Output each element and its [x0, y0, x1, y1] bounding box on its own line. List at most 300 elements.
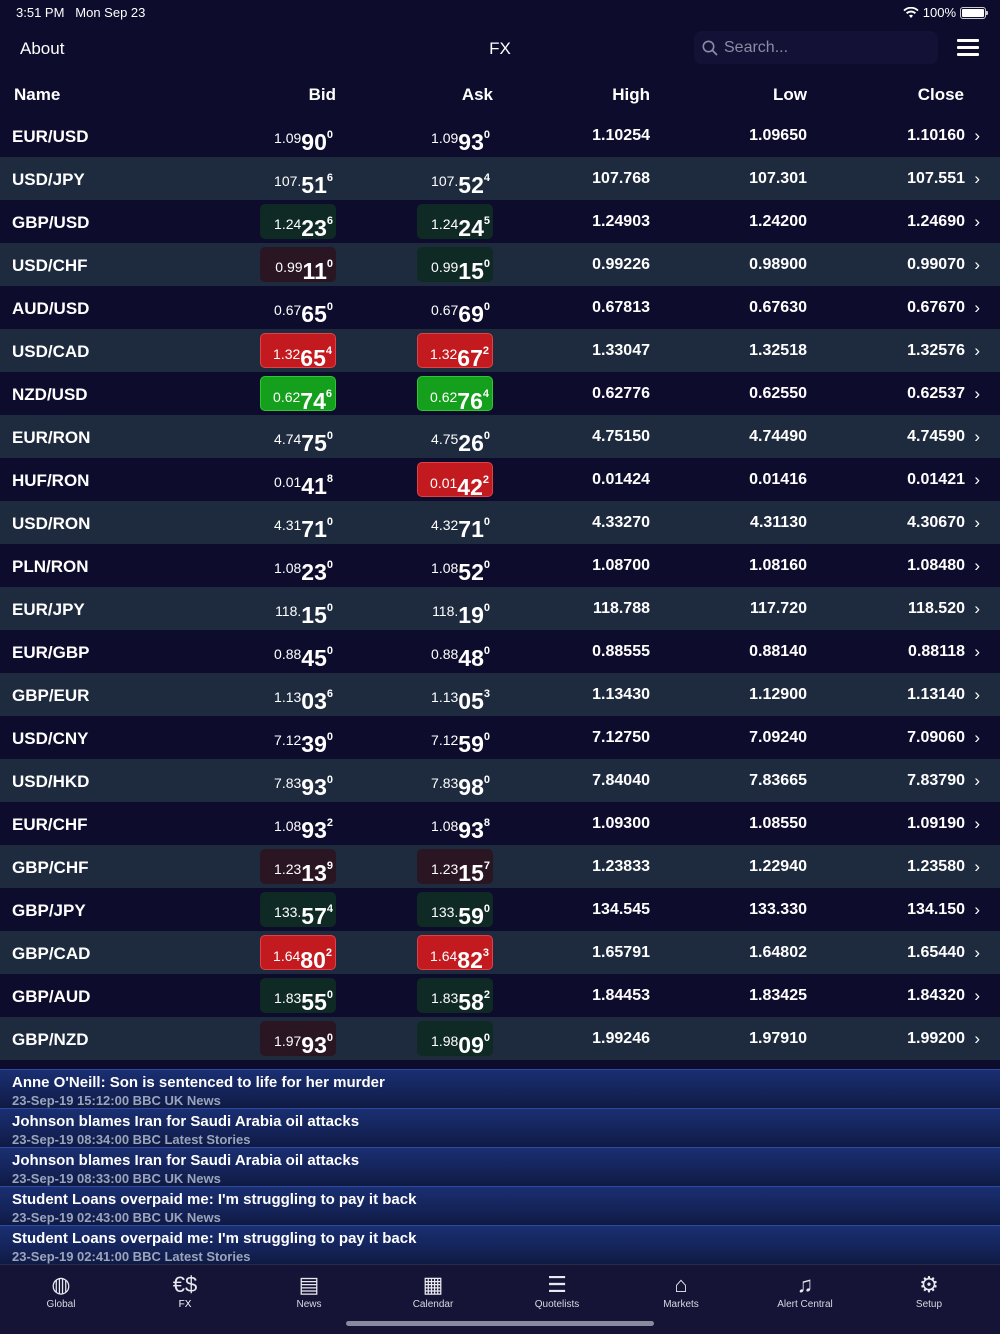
pair-name: USD/RON [12, 514, 91, 533]
bid-prefix: 1.13 [274, 689, 302, 705]
ask-fraction: 0 [483, 731, 490, 743]
quotelist-icon: ☰ [547, 1272, 567, 1297]
table-row[interactable] [0, 243, 1000, 286]
bid-fraction: 0 [326, 989, 333, 1001]
ask-pips: 93 [458, 817, 484, 843]
pair-name: EUR/USD [12, 127, 89, 146]
pair-name: GBP/USD [12, 213, 90, 232]
bid-prefix: 1.09 [274, 130, 302, 146]
close-value: 1.99200 [907, 1030, 965, 1047]
ask-fraction: 0 [483, 1032, 490, 1044]
low-value: 1.32518 [749, 342, 807, 359]
bid-quote [260, 720, 336, 755]
bid-prefix: 7.83 [274, 775, 302, 791]
chevron-right-icon[interactable]: › [974, 900, 980, 919]
table-row[interactable] [0, 458, 1000, 501]
news-meta: 23-Sep-19 08:33:00 BBC UK News [12, 1171, 221, 1186]
ask-quote [417, 935, 493, 973]
ask-fraction: 0 [483, 430, 490, 442]
table-header [0, 74, 1000, 114]
bid-pips: 11 [302, 258, 327, 284]
tab-markets[interactable] [636, 1271, 726, 1310]
table-row[interactable] [0, 630, 1000, 673]
high-value: 1.99246 [592, 1030, 650, 1047]
ask-fraction: 0 [483, 774, 490, 786]
ask-prefix: 7.83 [431, 775, 459, 791]
table-row[interactable] [0, 1017, 1000, 1060]
ask-quote [417, 161, 493, 196]
table-row[interactable] [0, 587, 1000, 630]
bid-fraction: 0 [326, 559, 333, 571]
column-header-close[interactable]: Close [917, 85, 964, 104]
ask-fraction: 3 [483, 688, 490, 700]
bid-pips: 71 [301, 516, 327, 542]
pair-name: GBP/CHF [12, 858, 89, 877]
chevron-right-icon[interactable]: › [974, 255, 980, 274]
ask-pips: 48 [458, 645, 484, 671]
table-row[interactable] [0, 286, 1000, 329]
ask-pips: 52 [458, 172, 484, 198]
bid-quote [260, 849, 336, 884]
newspaper-icon: ▤ [298, 1272, 320, 1297]
news-meta: 23-Sep-19 02:43:00 BBC UK News [12, 1210, 221, 1225]
ask-prefix: 1.98 [431, 1033, 459, 1049]
high-value: 1.10254 [592, 127, 650, 144]
pair-name: EUR/CHF [12, 815, 88, 834]
close-value: 0.01421 [907, 471, 965, 488]
status-bar [0, 0, 1000, 24]
high-value: 1.08700 [592, 557, 650, 574]
bid-quote [260, 290, 336, 325]
column-header-bid[interactable]: Bid [308, 85, 336, 104]
bid-pips: 93 [301, 774, 327, 800]
low-value: 1.97910 [749, 1030, 807, 1047]
chevron-right-icon[interactable]: › [974, 212, 980, 231]
high-value: 0.99226 [592, 256, 650, 273]
bid-quote [260, 333, 336, 371]
bid-quote [260, 161, 336, 196]
currency-icon: €$ [172, 1272, 198, 1297]
table-row[interactable] [0, 802, 1000, 845]
ask-pips: 69 [458, 301, 484, 327]
ask-pips: 19 [458, 602, 484, 628]
low-value: 1.08550 [749, 815, 807, 832]
news-item[interactable] [0, 1186, 1000, 1225]
hamburger-menu-icon[interactable] [957, 39, 979, 57]
search-input[interactable] [724, 39, 924, 57]
bid-quote [260, 634, 336, 669]
close-value: 1.23580 [907, 858, 965, 875]
close-value: 7.83790 [907, 772, 965, 789]
pair-name: GBP/CAD [12, 944, 91, 963]
low-value: 1.64802 [749, 944, 807, 961]
ask-fraction: 2 [482, 474, 489, 486]
chevron-right-icon[interactable]: › [974, 685, 980, 704]
ask-quote [417, 806, 493, 841]
high-value: 107.768 [592, 170, 650, 187]
bid-pips: 93 [301, 817, 327, 843]
tab-label: News [296, 1299, 322, 1310]
ask-fraction: 4 [483, 172, 490, 184]
low-value: 1.22940 [749, 858, 807, 875]
ask-prefix: 1.32 [430, 346, 458, 362]
ask-quote [417, 548, 493, 583]
chevron-right-icon[interactable]: › [974, 814, 980, 833]
nav-bar [0, 24, 1000, 72]
bid-prefix: 1.97 [274, 1033, 302, 1049]
status-right [903, 5, 986, 20]
ask-fraction: 2 [483, 989, 490, 1001]
bid-fraction: 0 [326, 430, 333, 442]
low-value: 7.83665 [749, 772, 807, 789]
search-box[interactable] [694, 31, 938, 64]
bid-prefix: 0.99 [275, 259, 303, 275]
ask-fraction: 5 [483, 215, 490, 227]
markets-icon: ⌂ [674, 1272, 688, 1297]
ask-quote [417, 720, 493, 755]
bid-pips: 15 [301, 602, 327, 628]
about-button[interactable]: About [20, 39, 65, 58]
low-value: 1.83425 [749, 987, 807, 1004]
ask-prefix: 1.08 [431, 560, 459, 576]
bid-fraction: 9 [326, 860, 333, 872]
bid-quote [260, 419, 336, 454]
bid-prefix: 1.83 [274, 990, 302, 1006]
bid-prefix: 7.12 [274, 732, 302, 748]
bid-fraction: 6 [326, 215, 333, 227]
bid-fraction: 0 [326, 731, 333, 743]
tab-news[interactable] [264, 1271, 354, 1310]
high-value: 0.67813 [592, 299, 650, 316]
chevron-right-icon[interactable]: › [974, 943, 980, 962]
tab-setup[interactable] [884, 1271, 974, 1310]
bid-prefix: 4.74 [274, 431, 302, 447]
pair-name: GBP/AUD [12, 987, 91, 1006]
ask-pips: 93 [458, 129, 484, 155]
ask-prefix: 1.23 [431, 861, 459, 877]
ask-quote [417, 1021, 493, 1056]
low-value: 117.720 [750, 600, 807, 617]
calendar-icon: ▦ [422, 1272, 444, 1297]
chevron-right-icon[interactable]: › [974, 298, 980, 317]
ask-quote [417, 462, 493, 500]
bid-pips: 13 [301, 860, 327, 886]
bid-quote [260, 978, 336, 1013]
home-indicator[interactable] [346, 1321, 654, 1326]
close-value: 1.65440 [907, 944, 965, 961]
close-value: 134.150 [907, 901, 965, 918]
close-value: 7.09060 [907, 729, 965, 746]
table-row[interactable] [0, 716, 1000, 759]
ask-prefix: 107. [431, 173, 459, 189]
bid-quote [260, 462, 336, 497]
bid-fraction: 4 [326, 903, 333, 915]
pair-name: USD/HKD [12, 772, 90, 791]
ask-quote [417, 634, 493, 669]
bid-quote [260, 247, 336, 282]
news-item[interactable] [0, 1147, 1000, 1186]
high-value: 1.24903 [592, 213, 650, 230]
bid-prefix: 1.08 [274, 818, 302, 834]
globe-icon: ◍ [51, 1272, 71, 1297]
bid-quote [260, 118, 336, 153]
table-row[interactable] [0, 200, 1000, 243]
chevron-right-icon[interactable]: › [974, 384, 980, 403]
bid-quote [260, 677, 336, 712]
bid-fraction: 0 [326, 774, 333, 786]
high-value: 1.23833 [592, 858, 650, 875]
close-value: 0.88118 [908, 643, 965, 660]
ask-quote [417, 204, 493, 239]
table-row[interactable] [0, 114, 1000, 157]
wifi-icon [903, 7, 919, 19]
ask-prefix: 4.75 [431, 431, 459, 447]
news-item[interactable] [0, 1108, 1000, 1147]
bid-fraction: 0 [326, 129, 333, 141]
table-row[interactable] [0, 544, 1000, 587]
bid-prefix: 133. [274, 904, 302, 920]
high-value: 4.75150 [592, 428, 650, 445]
bid-fraction: 0 [326, 258, 333, 270]
high-value: 7.84040 [592, 772, 650, 789]
bid-prefix: 1.64 [273, 948, 301, 964]
news-headline: Student Loans overpaid me: I'm struggling to pay it back [12, 1191, 417, 1208]
bid-fraction: 6 [325, 388, 332, 400]
ask-prefix: 0.88 [431, 646, 459, 662]
close-value: 1.24690 [907, 213, 965, 230]
ask-fraction: 0 [483, 258, 490, 270]
table-row[interactable] [0, 974, 1000, 1017]
chevron-right-icon[interactable]: › [974, 169, 980, 188]
chevron-right-icon[interactable]: › [974, 427, 980, 446]
table-row[interactable] [0, 673, 1000, 716]
ask-prefix: 0.01 [430, 475, 458, 491]
news-headline: Johnson blames Iran for Saudi Arabia oil attacks [12, 1152, 360, 1169]
ask-quote [417, 376, 493, 414]
ask-prefix: 4.32 [431, 517, 459, 533]
ask-quote [417, 677, 493, 712]
ask-fraction: 0 [483, 301, 490, 313]
table-row[interactable] [0, 931, 1000, 974]
tab-label: Alert Central [777, 1299, 833, 1310]
gear-icon: ⚙ [919, 1272, 939, 1297]
bid-quote [260, 935, 336, 973]
tab-global[interactable] [16, 1271, 106, 1310]
chevron-right-icon[interactable]: › [974, 642, 980, 661]
ask-pips: 52 [458, 559, 484, 585]
low-value: 1.24200 [749, 213, 807, 230]
bid-prefix: 1.32 [273, 346, 301, 362]
table-row[interactable] [0, 888, 1000, 931]
bid-fraction: 8 [326, 473, 333, 485]
bid-quote [260, 376, 336, 414]
news-headline: Student Loans overpaid me: I'm struggling to pay it back [12, 1230, 417, 1247]
low-value: 4.74490 [749, 428, 807, 445]
bid-fraction: 2 [326, 817, 333, 829]
bid-pips: 03 [301, 688, 327, 714]
ask-pips: 67 [457, 345, 483, 371]
table-row[interactable] [0, 759, 1000, 802]
news-item[interactable] [0, 1225, 1000, 1264]
bid-quote [260, 1021, 336, 1056]
bid-pips: 90 [301, 129, 327, 155]
bid-quote [260, 806, 336, 841]
table-row[interactable] [0, 157, 1000, 200]
ask-pips: 15 [458, 258, 484, 284]
bid-quote [260, 763, 336, 798]
table-row[interactable] [0, 501, 1000, 544]
high-value: 1.13430 [592, 686, 650, 703]
chevron-right-icon[interactable]: › [974, 728, 980, 747]
bid-pips: 65 [300, 345, 326, 371]
bid-prefix: 4.31 [274, 517, 302, 533]
table-row[interactable] [0, 329, 1000, 372]
news-meta: 23-Sep-19 08:34:00 BBC Latest Stories [12, 1132, 251, 1147]
table-row[interactable] [0, 845, 1000, 888]
table-row[interactable] [0, 372, 1000, 415]
ask-quote [417, 419, 493, 454]
bid-pips: 39 [301, 731, 327, 757]
chevron-right-icon[interactable]: › [974, 341, 980, 360]
high-value: 1.33047 [592, 342, 650, 359]
pair-name: EUR/RON [12, 428, 91, 447]
chevron-right-icon[interactable]: › [974, 513, 980, 532]
ask-fraction: 7 [483, 860, 490, 872]
tab-alert-central[interactable] [760, 1271, 850, 1310]
chevron-right-icon[interactable]: › [974, 126, 980, 145]
column-header-ask[interactable]: Ask [461, 85, 493, 104]
tab-label: Calendar [412, 1299, 454, 1310]
pair-name: NZD/USD [12, 385, 88, 404]
high-value: 1.09300 [592, 815, 650, 832]
ask-fraction: 0 [483, 645, 490, 657]
ask-quote [417, 247, 493, 282]
bid-fraction: 4 [325, 345, 332, 357]
status-time [16, 5, 145, 20]
chevron-right-icon[interactable]: › [974, 470, 980, 489]
ask-quote [417, 849, 493, 884]
bid-pips: 41 [301, 473, 327, 499]
ask-pips: 82 [457, 947, 483, 973]
bid-fraction: 6 [326, 688, 333, 700]
chevron-right-icon[interactable]: › [974, 857, 980, 876]
bid-prefix: 107. [274, 173, 302, 189]
chevron-right-icon[interactable]: › [974, 986, 980, 1005]
close-value: 1.10160 [907, 127, 965, 144]
ask-prefix: 1.24 [431, 216, 459, 232]
low-value: 7.09240 [749, 729, 807, 746]
column-header-name[interactable]: Name [14, 85, 61, 104]
ask-pips: 59 [458, 731, 484, 757]
bid-pips: 23 [301, 215, 327, 241]
close-value: 107.551 [907, 170, 965, 187]
ask-prefix: 1.13 [431, 689, 459, 705]
high-value: 0.62776 [592, 385, 650, 402]
bid-pips: 93 [301, 1032, 327, 1058]
bid-prefix: 1.23 [274, 861, 302, 877]
tab-calendar[interactable] [388, 1271, 478, 1310]
tab-fx[interactable] [140, 1271, 230, 1310]
ask-quote [417, 892, 493, 927]
bid-prefix: 0.67 [274, 302, 302, 318]
close-value: 0.99070 [907, 256, 965, 273]
battery-percent: 100% [922, 5, 956, 20]
chevron-right-icon[interactable]: › [974, 771, 980, 790]
tab-label: Setup [915, 1299, 943, 1310]
bid-quote [260, 204, 336, 239]
ask-fraction: 3 [482, 947, 489, 959]
ask-pips: 05 [458, 688, 484, 714]
page-title: FX [489, 39, 511, 58]
ask-fraction: 8 [483, 817, 490, 829]
column-header-low[interactable]: Low [773, 85, 807, 104]
table-row[interactable] [0, 415, 1000, 458]
chevron-right-icon[interactable]: › [974, 599, 980, 618]
chevron-right-icon[interactable]: › [974, 1029, 980, 1048]
ask-prefix: 1.64 [430, 948, 458, 964]
ask-prefix: 133. [431, 904, 459, 920]
chevron-right-icon[interactable]: › [974, 556, 980, 575]
tab-quotelists[interactable] [512, 1271, 602, 1310]
ask-fraction: 0 [483, 903, 490, 915]
bid-prefix: 0.88 [274, 646, 302, 662]
low-value: 4.31130 [750, 514, 807, 531]
ask-quote [417, 290, 493, 325]
bid-prefix: 1.24 [274, 216, 302, 232]
low-value: 0.01416 [749, 471, 807, 488]
ask-prefix: 118. [432, 603, 459, 619]
bid-fraction: 0 [326, 645, 333, 657]
ask-fraction: 0 [483, 559, 490, 571]
ask-pips: 09 [458, 1032, 484, 1058]
search-icon [702, 40, 718, 56]
tab-label: Quotelists [534, 1299, 580, 1310]
low-value: 0.88140 [749, 643, 807, 660]
ask-prefix: 7.12 [431, 732, 459, 748]
news-item[interactable] [0, 1069, 1000, 1108]
ask-pips: 42 [457, 474, 483, 500]
news-list [0, 1069, 1000, 1264]
column-header-high[interactable]: High [612, 85, 650, 104]
ask-quote [417, 118, 493, 153]
close-value: 0.67670 [907, 299, 965, 316]
bid-fraction: 0 [326, 1032, 333, 1044]
ask-pips: 26 [458, 430, 484, 456]
ask-pips: 76 [457, 388, 483, 414]
ask-prefix: 0.99 [431, 259, 459, 275]
high-value: 1.84453 [592, 987, 650, 1004]
pair-name: USD/CHF [12, 256, 88, 275]
bid-fraction: 0 [326, 516, 333, 528]
ask-pips: 24 [458, 215, 484, 241]
close-value: 1.13140 [907, 686, 965, 703]
news-meta: 23-Sep-19 02:41:00 BBC Latest Stories [12, 1249, 251, 1264]
ask-prefix: 1.08 [431, 818, 459, 834]
high-value: 0.88555 [592, 643, 650, 660]
high-value: 4.33270 [592, 514, 650, 531]
news-meta: 23-Sep-19 15:12:00 BBC UK News [12, 1093, 221, 1108]
bid-quote [260, 892, 336, 927]
close-value: 4.74590 [907, 428, 965, 445]
status-clock: 3:51 PM [16, 5, 65, 20]
bid-fraction: 0 [326, 301, 333, 313]
close-value: 1.84320 [907, 987, 965, 1004]
bid-pips: 23 [301, 559, 327, 585]
bid-prefix: 0.62 [273, 389, 301, 405]
high-value: 118.788 [593, 600, 650, 617]
ask-fraction: 0 [483, 602, 490, 614]
close-value: 0.62537 [907, 385, 965, 402]
